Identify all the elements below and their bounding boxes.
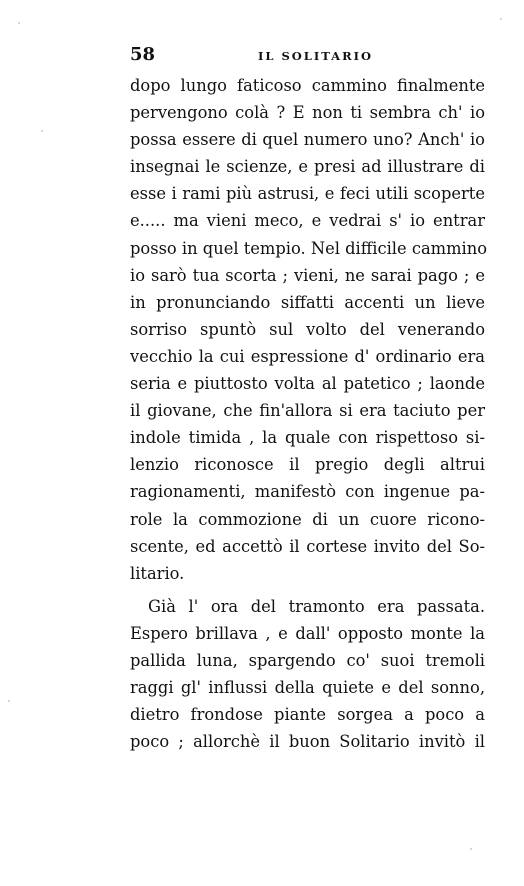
- text-line: litario.: [130, 563, 185, 583]
- paper-speck: [470, 848, 472, 850]
- text-line: raggi gl' influssi della quiete e del sonno,: [130, 678, 485, 698]
- text-line: io sarò tua scorta ; vieni, ne sarai pago ; e: [130, 265, 485, 285]
- text-line: sorriso spuntò sul volto del venerando: [130, 319, 485, 339]
- text-line: indole timida , la quale con rispettoso si-: [130, 428, 485, 448]
- text-line: in pronunciando siffatti accenti un lieve: [130, 292, 485, 312]
- paragraph-1: [130, 72, 488, 587]
- text-line: possa essere di quel numero uno? Anch' io: [130, 130, 485, 150]
- body-text: [130, 72, 488, 755]
- text-line: dietro frondose piante sorgea a poco a: [130, 705, 485, 725]
- text-line: pervengono colà ? E non ti sembra ch' io: [130, 103, 485, 123]
- text-line: Già l' ora del tramonto era passata.: [148, 596, 485, 616]
- paper-speck: [18, 22, 20, 24]
- paper-speck: [8, 700, 10, 702]
- text-line: posso in quel tempio. Nel difficile cammino: [130, 238, 488, 258]
- text-line: pallida luna, spargendo co' suoi tremoli: [130, 650, 485, 670]
- paper-speck: [500, 18, 502, 20]
- text-line: e..... ma vieni meco, e vedrai s' io entrar: [130, 211, 485, 231]
- text-line: il giovane, che fin'allora si era taciuto per: [130, 401, 485, 421]
- text-line: esse i rami più astrusi, e feci utili scoperte: [130, 184, 485, 204]
- paragraph-2: [130, 593, 485, 756]
- running-head: IL SOLITARIO: [258, 49, 374, 63]
- text-line: ragionamenti, manifestò con ingenue pa-: [130, 482, 485, 502]
- text-line: insegnai le scienze, e presi ad illustrare di: [130, 157, 485, 177]
- text-line: role la commozione di un cuore ricono-: [130, 509, 485, 529]
- page-number: 58: [130, 44, 156, 65]
- text-line: poco ; allorchè il buon Solitario invitò il: [130, 732, 485, 752]
- text-line: dopo lungo faticoso cammino finalmente: [130, 76, 485, 95]
- paper-speck: [41, 130, 43, 132]
- text-line: Espero brillava , e dall' opposto monte la: [130, 623, 485, 643]
- text-line: lenzio riconosce il pregio degli altrui: [130, 455, 485, 475]
- text-line: vecchio la cui espressione d' ordinario era: [130, 346, 485, 366]
- text-line: scente, ed accettò il cortese invito del So-: [130, 536, 485, 556]
- text-line: seria e piuttosto volta al patetico ; laonde: [130, 374, 485, 394]
- page-header: [130, 44, 485, 70]
